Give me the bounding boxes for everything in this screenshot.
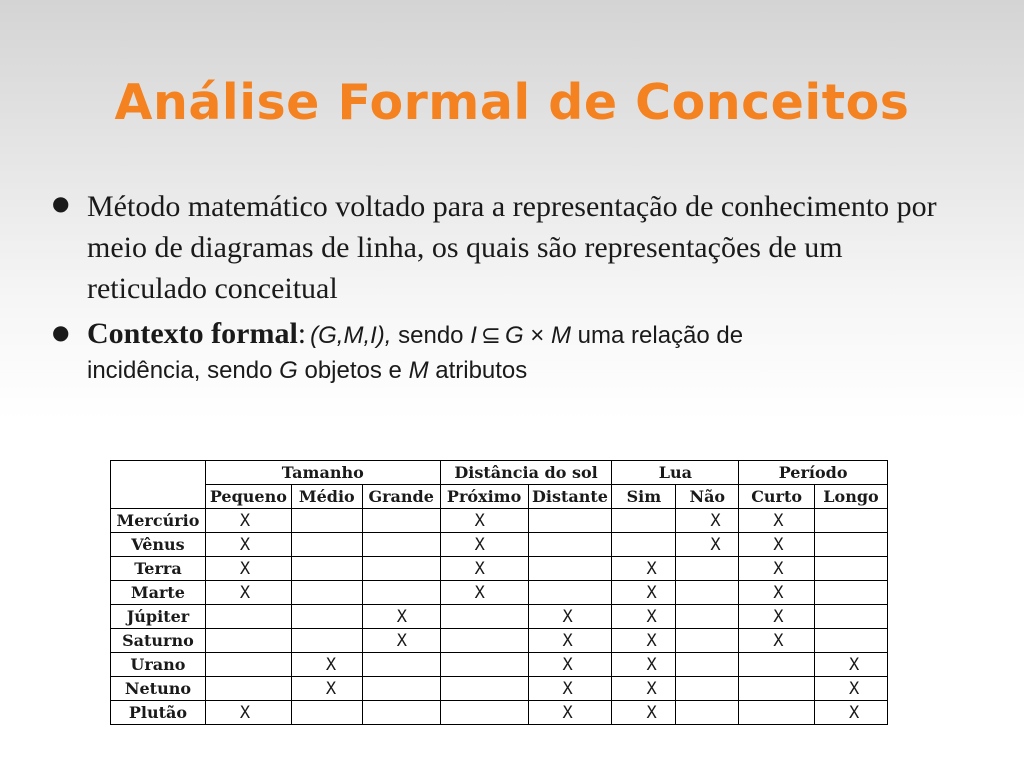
incidence-mark-cell: X [739, 533, 815, 557]
incidence-mark-cell: X [815, 701, 888, 725]
empty-cell [291, 533, 362, 557]
incidence-mark-cell: X [205, 581, 291, 605]
row-header: Vênus [111, 533, 206, 557]
table-row [111, 629, 888, 653]
incidence-mark-cell: X [205, 509, 291, 533]
bullet-dot-icon: ● [52, 191, 70, 215]
bullet-item-method [50, 186, 970, 309]
incidence-mark-cell: X [440, 557, 528, 581]
empty-cell [528, 557, 612, 581]
empty-cell [205, 677, 291, 701]
incidence-mark-cell: X [291, 677, 362, 701]
table-row [111, 557, 888, 581]
empty-cell [676, 677, 739, 701]
slide-title: Análise Formal de Conceitos [114, 74, 910, 131]
empty-cell [676, 557, 739, 581]
empty-cell [528, 581, 612, 605]
empty-cell [739, 701, 815, 725]
empty-cell [362, 581, 440, 605]
incidence-mark-cell: X [528, 653, 612, 677]
times-symbol: × [523, 322, 551, 349]
incidence-mark-cell: X [612, 629, 676, 653]
empty-cell [362, 677, 440, 701]
group-header: Lua [612, 461, 739, 485]
incidence-mark-cell: X [739, 629, 815, 653]
empty-cell [676, 581, 739, 605]
empty-cell [815, 557, 888, 581]
incidence-prefix: incidência, sendo [87, 357, 280, 384]
empty-cell [291, 605, 362, 629]
incidence-mark-cell: X [528, 701, 612, 725]
column-header: Curto [739, 485, 815, 509]
incidence-mark-cell: X [612, 581, 676, 605]
empty-cell [291, 629, 362, 653]
row-header: Terra [111, 557, 206, 581]
incidence-suffix: atributos [428, 357, 528, 384]
empty-cell [440, 629, 528, 653]
incidence-mid: objetos e [297, 357, 409, 384]
table-body [111, 509, 888, 725]
empty-cell [676, 653, 739, 677]
table-row [111, 653, 888, 677]
column-header: Próximo [440, 485, 528, 509]
incidence-mark-cell: X [612, 557, 676, 581]
incidence-mark-cell: X [205, 701, 291, 725]
set-M: M [551, 322, 571, 349]
empty-cell [528, 533, 612, 557]
empty-cell [291, 581, 362, 605]
empty-cell [440, 605, 528, 629]
table-row [111, 509, 888, 533]
incidence-mark-cell: X [528, 677, 612, 701]
table-row [111, 581, 888, 605]
empty-cell [291, 509, 362, 533]
column-header: Sim [612, 485, 676, 509]
empty-cell [815, 605, 888, 629]
empty-cell [440, 677, 528, 701]
subset-icon: ⊆ [480, 321, 501, 349]
empty-cell [815, 581, 888, 605]
incidence-mark-cell: X [205, 533, 291, 557]
empty-cell [291, 557, 362, 581]
group-header: Distância do sol [440, 461, 612, 485]
empty-cell [362, 701, 440, 725]
row-header: Mercúrio [111, 509, 206, 533]
set-G: G [504, 322, 524, 349]
bullet-list [50, 186, 970, 386]
empty-cell [205, 653, 291, 677]
table-row [111, 533, 888, 557]
incidence-mark-cell: X [739, 605, 815, 629]
empty-cell [815, 629, 888, 653]
column-header: Distante [528, 485, 612, 509]
incidence-mark-cell: X [205, 557, 291, 581]
table-row [111, 677, 888, 701]
incidence-mark-cell: X [362, 629, 440, 653]
colon: : [297, 317, 307, 350]
incidence-mark-cell: X [739, 509, 815, 533]
column-header: Pequeno [205, 485, 291, 509]
bullet-item-formal-context [50, 317, 970, 386]
objects-G: G [279, 357, 298, 384]
tuple-text: (G,M,I), [310, 322, 392, 349]
incidence-mark-cell: X [739, 557, 815, 581]
column-header: Longo [815, 485, 888, 509]
table-row [111, 605, 888, 629]
incidence-mark-cell: X [815, 653, 888, 677]
column-header-row [111, 485, 888, 509]
empty-cell [362, 557, 440, 581]
row-header: Plutão [111, 701, 206, 725]
empty-cell [815, 533, 888, 557]
bullet-text: Método matemático voltado para a representação de conhecimento por meio de diagramas de linha, os quais são representações de um reticulado conceitual [87, 190, 937, 305]
empty-cell [362, 533, 440, 557]
empty-cell [440, 701, 528, 725]
incidence-mark-cell: X [676, 533, 739, 557]
incidence-mark-cell: X [612, 653, 676, 677]
incidence-mark-cell: X [528, 629, 612, 653]
incidence-mark-cell: X [739, 581, 815, 605]
incidence-mark-cell: X [612, 605, 676, 629]
bullet-dot-icon: ● [52, 320, 70, 344]
incidence-mark-cell: X [528, 605, 612, 629]
corner-cell [111, 461, 206, 509]
incidence-mark-cell: X [440, 509, 528, 533]
attributes-M: M [408, 357, 429, 384]
empty-cell [676, 701, 739, 725]
group-header: Período [739, 461, 888, 485]
incidence-mark-cell: X [440, 533, 528, 557]
incidence-line [87, 356, 970, 386]
row-header: Júpiter [111, 605, 206, 629]
empty-cell [676, 605, 739, 629]
empty-cell [739, 653, 815, 677]
relation-I: I [470, 322, 477, 349]
empty-cell [362, 509, 440, 533]
formal-context-label: Contexto formal [87, 317, 298, 350]
empty-cell [739, 677, 815, 701]
incidence-mark-cell: X [612, 701, 676, 725]
sendo-text: sendo [391, 322, 471, 349]
incidence-mark-cell: X [440, 581, 528, 605]
row-header: Urano [111, 653, 206, 677]
incidence-mark-cell: X [362, 605, 440, 629]
incidence-mark-cell: X [676, 509, 739, 533]
empty-cell [676, 629, 739, 653]
incidence-mark-cell: X [291, 653, 362, 677]
table-row [111, 701, 888, 725]
empty-cell [440, 653, 528, 677]
empty-cell [815, 509, 888, 533]
column-header: Não [676, 485, 739, 509]
group-header: Tamanho [205, 461, 440, 485]
empty-cell [362, 653, 440, 677]
empty-cell [205, 605, 291, 629]
empty-cell [528, 509, 612, 533]
incidence-mark-cell: X [612, 677, 676, 701]
row-header: Netuno [111, 677, 206, 701]
formal-context-table [110, 460, 888, 725]
empty-cell [612, 509, 676, 533]
row-header: Marte [111, 581, 206, 605]
empty-cell [205, 629, 291, 653]
empty-cell [291, 701, 362, 725]
relation-text: uma relação de [571, 322, 744, 349]
column-header: Grande [362, 485, 440, 509]
empty-cell [612, 533, 676, 557]
group-header-row [111, 461, 888, 485]
column-header: Médio [291, 485, 362, 509]
incidence-mark-cell: X [815, 677, 888, 701]
row-header: Saturno [111, 629, 206, 653]
